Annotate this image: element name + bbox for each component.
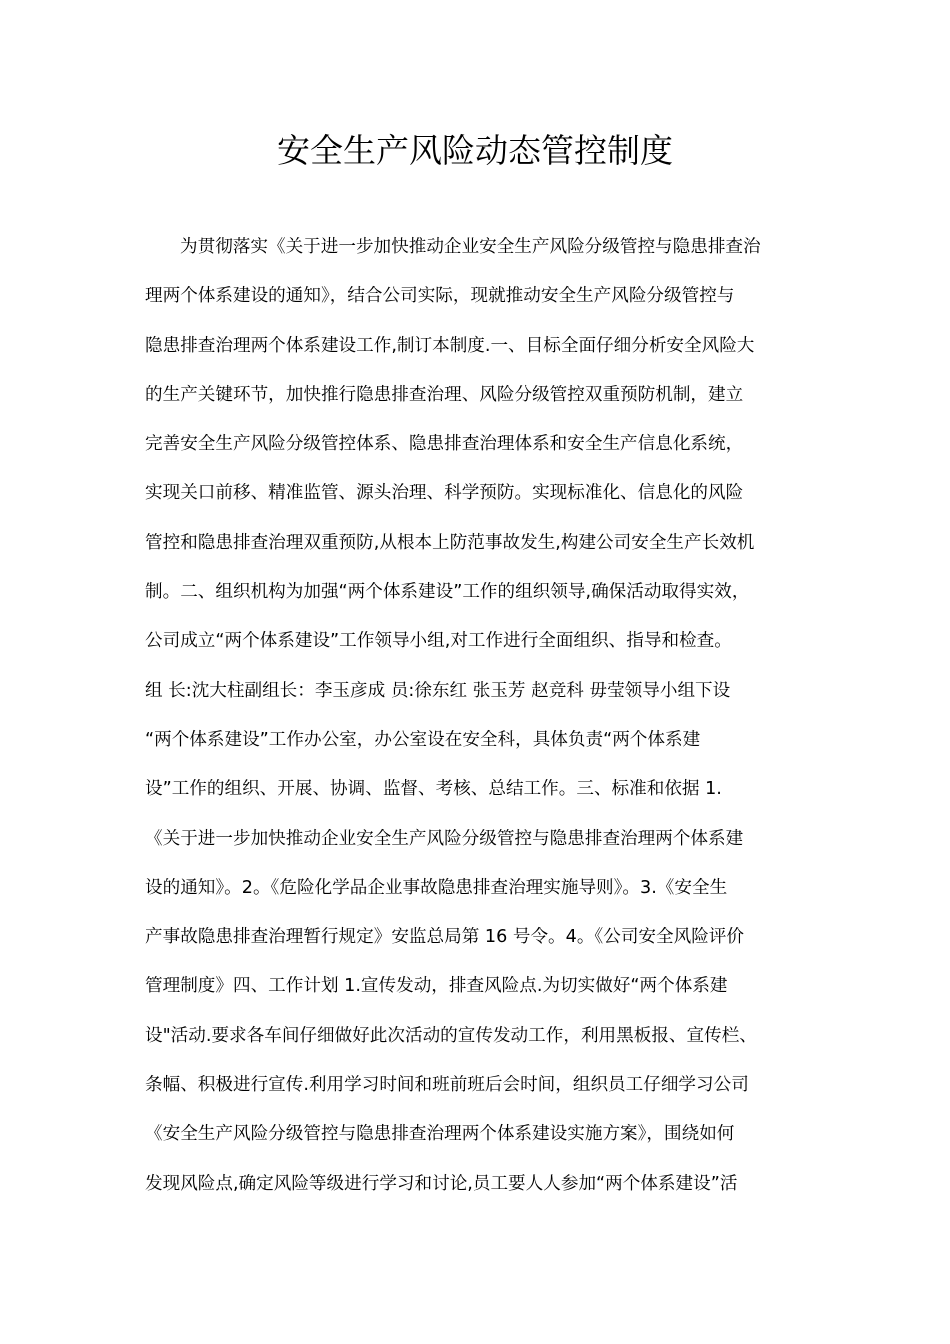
body-line: 组 长:沈大柱副组长：李玉彦成 员:徐东红 张玉芳 赵竞科 毋莹领导小组下设 <box>145 680 731 701</box>
body-line: 条幅、积极进行宣传.利用学习时间和班前班后会时间，组织员工仔细学习公司 <box>145 1075 749 1096</box>
body-line: 的生产关键环节，加快推行隐患排查治理、风险分级管控双重预防机制，建立 <box>145 384 744 405</box>
body-line: 理两个体系建设的通知》，结合公司实际，现就推动安全生产风险分级管控与 <box>145 286 735 307</box>
body-line: “两个体系建设”工作办公室，办公室设在安全科，具体负责“两个体系建 <box>145 729 701 750</box>
body-line: 公司成立“两个体系建设”工作领导小组,对工作进行全面组织、指导和检查。 <box>145 631 732 652</box>
body-line: 管理制度》四、工作计划 1.宣传发动，排查风险点.为切实做好“两个体系建 <box>145 976 728 997</box>
body-line: 设”工作的组织、开展、协调、监督、考核、总结工作。三、标准和依据 1. <box>145 779 722 800</box>
body-line: 管控和隐患排查治理双重预防,从根本上防范事故发生,构建公司安全生产长效机 <box>145 532 755 553</box>
body-line: 隐患排查治理两个体系建设工作,制订本制度.一、目标全面仔细分析安全风险大 <box>145 335 755 356</box>
body-line: 《关于进一步加快推动企业安全生产风险分级管控与隐患排查治理两个体系建 <box>145 828 744 849</box>
body-line: 实现关口前移、精准监管、源头治理、科学预防。实现标准化、信息化的风险 <box>145 483 744 504</box>
document-body <box>145 223 815 1209</box>
body-line: 制。二、组织机构为加强“两个体系建设”工作的组织领导,确保活动取得实效， <box>145 582 750 603</box>
body-line: 完善安全生产风险分级管控体系、隐患排查治理体系和安全生产信息化系统， <box>145 434 744 455</box>
body-line: 为贯彻落实《关于进一步加快推动企业安全生产风险分级管控与隐患排查治 <box>180 237 761 257</box>
body-line: 产事故隐患排查治理暂行规定》安监总局第 16 号令。4。《公司安全风险评价 <box>145 927 744 948</box>
body-line: 设"活动.要求各车间仔细做好此次活动的宣传发动工作，利用黑板报、宣传栏、 <box>145 1025 757 1046</box>
body-line: 发现风险点,确定风险等级进行学习和讨论,员工要人人参加“两个体系建设”活 <box>145 1173 738 1194</box>
body-line: 设的通知》。2。《危险化学品企业事故隐患排查治理实施导则》。3.《安全生 <box>145 877 728 898</box>
body-line: 《安全生产风险分级管控与隐患排查治理两个体系建设实施方案》，围绕如何 <box>145 1124 735 1145</box>
document-title: 安全生产风险动态管控制度 <box>277 131 673 170</box>
